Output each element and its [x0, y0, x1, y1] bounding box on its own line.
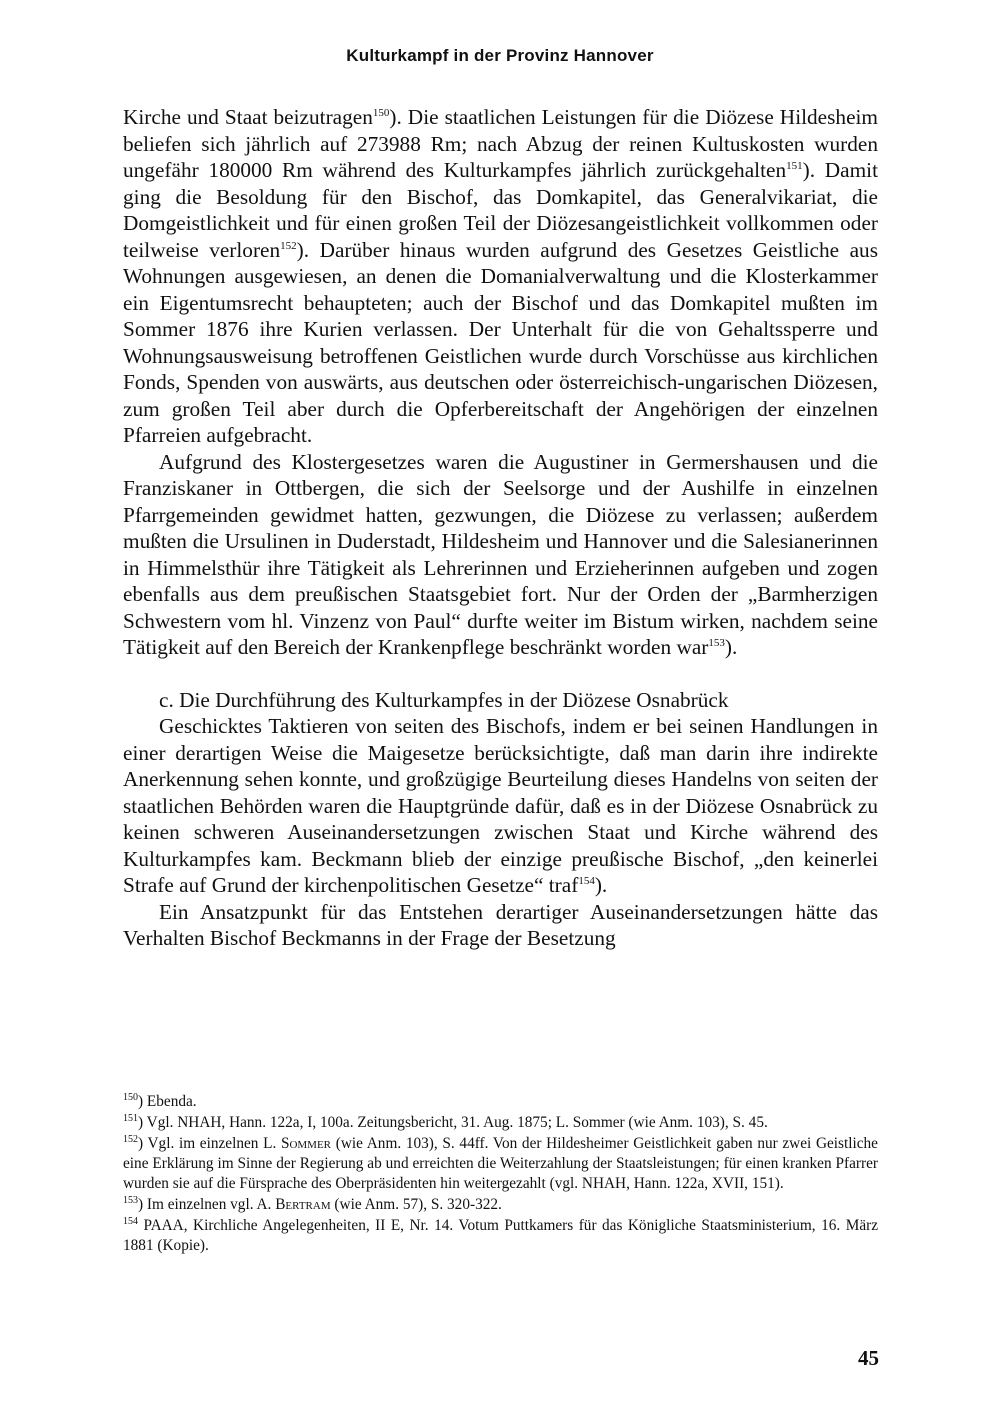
page-number: 45 — [858, 1346, 879, 1370]
footnotes — [123, 1092, 878, 1257]
footnote-ref-154[interactable]: 154 — [578, 874, 595, 887]
author-name: Sommer — [280, 1135, 332, 1152]
main-text — [123, 104, 878, 952]
footnote-153: $^{153}$) Im einzelnen vgl. A. Bertram (wie Anm. 57), S. 320-322. — [123, 1194, 502, 1213]
paragraph-4: Ein Ansatzpunkt für das Entstehen derartiger Auseinandersetzungen hätte das Verhalten Bischof Beckmanns in der Frage der Besetzung — [123, 899, 878, 950]
footnote-ref-151[interactable]: 151 — [786, 159, 803, 172]
paragraph-1: Kirche und Staat beizutragen$^{150}$). Die staatlichen Leistungen für die Diözese Hildesheim beliefen sich jährlich auf 273988 Rm; nach Abzug der reinen Kultuskosten wurden ungefähr 180000 Rm während des Kulturkampfes jährlich zurückgehalten$^{151}$). Damit ging die Besoldung für den Bischof, das Domkapitel, das Generalvikariat, die Domgeistlichkeit und für einen großen Teil der Diözesangeistlichkeit vollkommen oder teilweise verloren$^{152}$). Darüber hinaus wurden aufgrund des Gesetzes Geistliche aus Wohnungen ausgewiesen, an denen die Domanialverwaltung und die Klosterkammer ein Eigentumsrecht behaupteten; auch der Bischof und das Domkapitel mußten im Sommer 1876 ihre Kurien verlassen. Der Unterhalt für die von Gehaltssperre und Wohnungsausweisung betroffenen Geistlichen wurde durch Vorschüsse aus kirchlichen Fonds, Spenden von auswärts, aus deutschen oder österreichisch-ungarischen Diözesen, zum großen Teil aber durch die Opferbereitschaft der Angehörigen der einzelnen Pfarreien aufgebracht. — [123, 105, 878, 447]
paragraph-3: Geschicktes Taktieren von seiten des Bischofs, indem er bei seinen Handlungen in einer derartigen Weise die Maigesetze berücksichtigte, daß man darin ihre indirekte Anerkennung sehen konnte, und großzügige Beurteilung dieses Handelns von seiten der staatlichen Behörden waren die Hauptgründe dafür, daß es in der Diözese Osnabrück zu keinen schweren Auseinandersetzungen zwischen Staat und Kirche während des Kulturkampfes kam. Beckmann blieb der einzige preußische Bischof, „den keinerlei Strafe auf Grund der kirchenpolitischen Gesetze“ traf$^{154}$). — [123, 714, 878, 897]
footnote-ref-153[interactable]: 153 — [708, 636, 725, 649]
footnote-150: $^{150}$) Ebenda. — [123, 1091, 197, 1110]
footnote-ref-150[interactable]: 150 — [372, 106, 390, 119]
footnote-152: $^{152}$) Vgl. im einzelnen L. Sommer (wie Anm. 103), S. 44ff. Von der Hildesheimer Geistlichkeit gaben nur zwei Geistliche eine Erklärung im Sinne der Regierung ab und erreichten die Weiterzahlung der Staatsleistungen; für einen kranken Pfarrer wurden sie auf die Fürsprache des Oberpräsidenten hin weitergezahlt (vgl. NHAH, Hann. 122a, XVII, 151). — [123, 1133, 878, 1192]
section-heading: c. Die Durchführung des Kulturkampfes in der Diözese Osnabrück — [159, 687, 729, 712]
author-name: Bertram — [275, 1196, 331, 1213]
footnote-154: $^{154}$ PAAA, Kirchliche Angelegenheiten, II E, Nr. 14. Votum Puttkamers für das Königliche Staatsministerium, 16. März 1881 (Kopie). — [123, 1215, 878, 1254]
running-header: Kulturkampf in der Provinz Hannover — [346, 46, 654, 65]
footnote-ref-152[interactable]: 152 — [280, 239, 297, 252]
paragraph-2: Aufgrund des Klostergesetzes waren die Augustiner in Germershausen und die Franziskaner in Ottbergen, die sich der Seelsorge und der Aushilfe in einzelnen Pfarrgemeinden gewidmet hatten, gezwungen, die Diözese zu verlassen; außerdem mußten die Ursulinen in Duderstadt, Hildesheim und Hannover und die Salesianerinnen in Himmelsthür ihre Tätigkeit als Lehrerinnen und Erzieherinnen aufgeben und zogen ebenfalls aus dem preußischen Staatsgebiet fort. Nur der Orden der „Barmherzigen Schwestern vom hl. Vinzenz von Paul“ durfte weiter im Bistum wirken, nachdem seine Tätigkeit auf den Bereich der Krankenpflege beschränkt worden war$^{153}$). — [123, 449, 878, 659]
footnote-151: $^{151}$) Vgl. NHAH, Hann. 122a, I, 100a. Zeitungsbericht, 31. Aug. 1875; L. Sommer (wie Anm. 103), S. 45. — [123, 1112, 768, 1131]
